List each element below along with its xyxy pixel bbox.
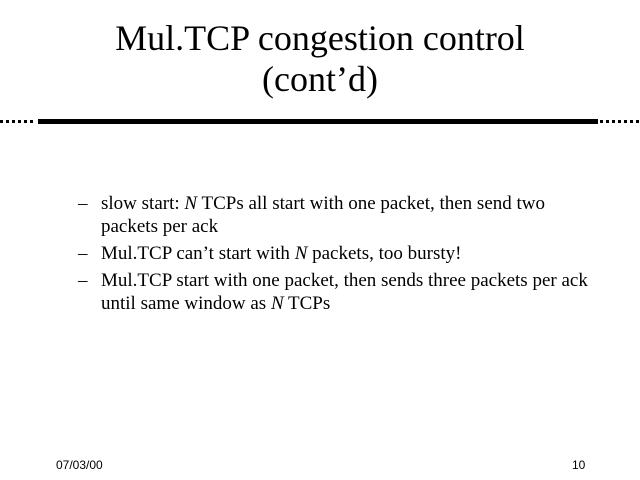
divider-dots-right bbox=[600, 120, 640, 123]
title-line-2: (cont’d) bbox=[262, 59, 378, 99]
title-divider bbox=[0, 118, 640, 126]
bullet-variable: N bbox=[270, 293, 284, 314]
divider-dots-left bbox=[0, 120, 36, 123]
bullet-dash: – bbox=[78, 243, 88, 264]
bullet-item bbox=[78, 242, 598, 265]
bullet-text: packets, too bursty! bbox=[307, 243, 462, 264]
bullet-item bbox=[78, 269, 598, 315]
page-number: 10 bbox=[572, 458, 586, 472]
slide-title bbox=[60, 18, 580, 100]
title-line-1: Mul.TCP congestion control bbox=[115, 18, 525, 58]
bullet-variable: N bbox=[294, 243, 308, 264]
divider-line bbox=[38, 119, 598, 124]
bullet-text: Mul.TCP start with one packet, then sends three packets per ack until same window as bbox=[101, 270, 588, 314]
bullet-item bbox=[78, 192, 598, 238]
bullet-text: TCPs bbox=[283, 293, 331, 314]
bullet-text: Mul.TCP can’t start with bbox=[101, 243, 295, 264]
bullet-dash: – bbox=[78, 270, 88, 291]
footer-date: 07/03/00 bbox=[56, 458, 103, 472]
bullet-dash: – bbox=[78, 193, 88, 214]
bullet-list bbox=[78, 192, 598, 319]
bullet-text: TCPs all start with one packet, then send two packets per ack bbox=[101, 193, 546, 237]
bullet-variable: N bbox=[184, 193, 198, 214]
bullet-text: slow start: bbox=[101, 193, 185, 214]
